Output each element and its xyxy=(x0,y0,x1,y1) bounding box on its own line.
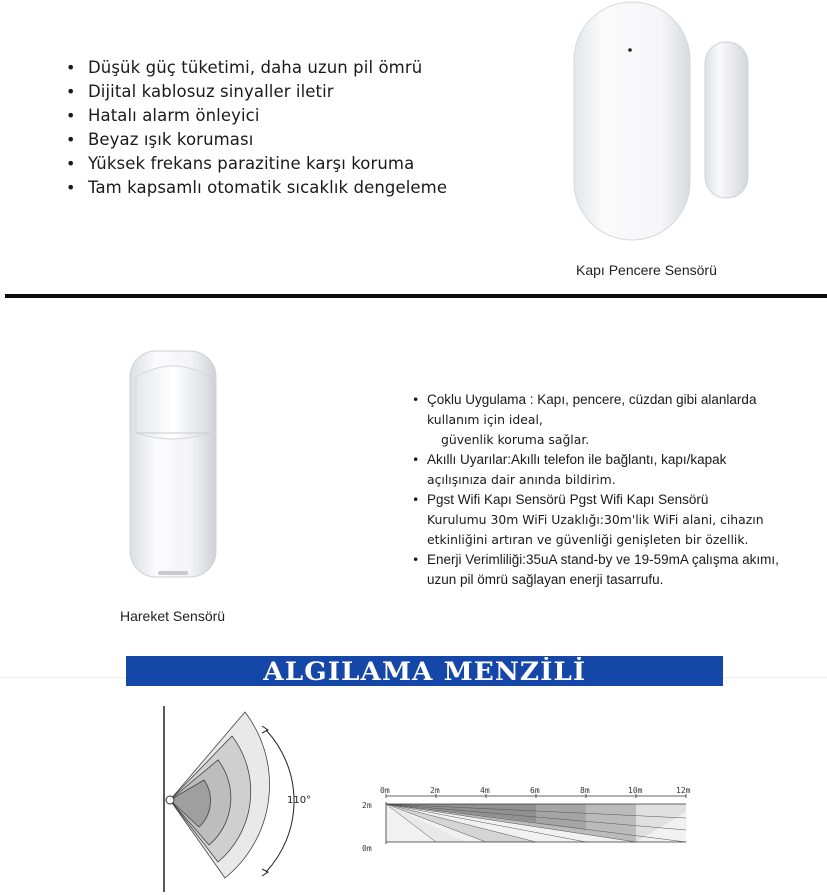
distance-label: 0m xyxy=(380,786,390,795)
feature-text: Kapı, pencere, cüzdan gibi alanlarda xyxy=(533,392,757,407)
section-divider xyxy=(5,294,827,298)
detection-distance-diagram xyxy=(356,778,706,858)
feature-label: Pgst Wifi Kapı Sensörü xyxy=(427,492,566,507)
feature-text: açılışınıza dair anında bildirim. xyxy=(427,472,616,487)
distance-label: 8m xyxy=(580,786,590,795)
feature-item: • Beyaz ışık koruması xyxy=(66,128,447,152)
distance-label: 12m xyxy=(676,786,691,795)
feature-text: 19-59mA çalışma akımı, xyxy=(630,552,779,567)
door-sensor-image xyxy=(566,0,756,250)
detection-angle-diagram xyxy=(150,700,330,895)
feature-item: • Yüksek frekans parazitine karşı koruma xyxy=(66,152,447,176)
feature-text: etkinliğini artıran ve güvenliği genişleten bir özellik. xyxy=(427,532,749,547)
feature-list-top xyxy=(66,56,447,200)
height-label: 2m xyxy=(362,801,372,810)
motion-sensor-image xyxy=(118,345,228,585)
feature-item xyxy=(410,450,815,490)
feature-item: • Tam kapsamlı otomatik sıcaklık dengeleme xyxy=(66,176,447,200)
feature-item: • Hatalı alarm önleyici xyxy=(66,104,447,128)
distance-label: 4m xyxy=(480,786,490,795)
feature-item xyxy=(410,390,815,450)
door-sensor-caption: Kapı Pencere Sensörü xyxy=(576,262,717,278)
feature-item: • Düşük güç tüketimi, daha uzun pil ömrü xyxy=(66,56,447,80)
feature-label: Akıllı Uyarılar: xyxy=(427,452,512,467)
feature-text: Akıllı telefon ile bağlantı, kapı/kapak xyxy=(511,452,727,467)
detection-range-banner xyxy=(126,656,723,686)
feature-text: güvenlik koruma sağlar. xyxy=(441,432,590,447)
banner-title: ALGILAMA MENZİLİ xyxy=(263,656,586,686)
feature-label: Enerji Verimliliği:35uA stand-by ve xyxy=(427,552,631,567)
feature-text: uzun pil ömrü sağlayan enerji tasarrufu. xyxy=(427,572,664,587)
feature-item xyxy=(410,490,815,550)
feature-text: Kurulumu 30m WiFi Uzaklığı:30m'lik WiFi alani, cihazın xyxy=(427,512,764,527)
feature-label: Çoklu Uygulama : xyxy=(427,392,534,407)
height-label: 0m xyxy=(362,844,372,853)
angle-label: 110° xyxy=(287,795,312,806)
distance-label: 6m xyxy=(530,786,540,795)
feature-text: kullanım için ideal, xyxy=(427,412,543,427)
feature-text: Pgst Wifi Kapı Sensörü xyxy=(565,492,709,507)
feature-list-bottom xyxy=(410,390,815,590)
feature-item xyxy=(410,550,815,590)
distance-label: 10m xyxy=(628,786,643,795)
distance-label: 2m xyxy=(430,786,440,795)
feature-item: • Dijital kablosuz sinyaller iletir xyxy=(66,80,447,104)
motion-sensor-caption: Hareket Sensörü xyxy=(120,608,226,624)
